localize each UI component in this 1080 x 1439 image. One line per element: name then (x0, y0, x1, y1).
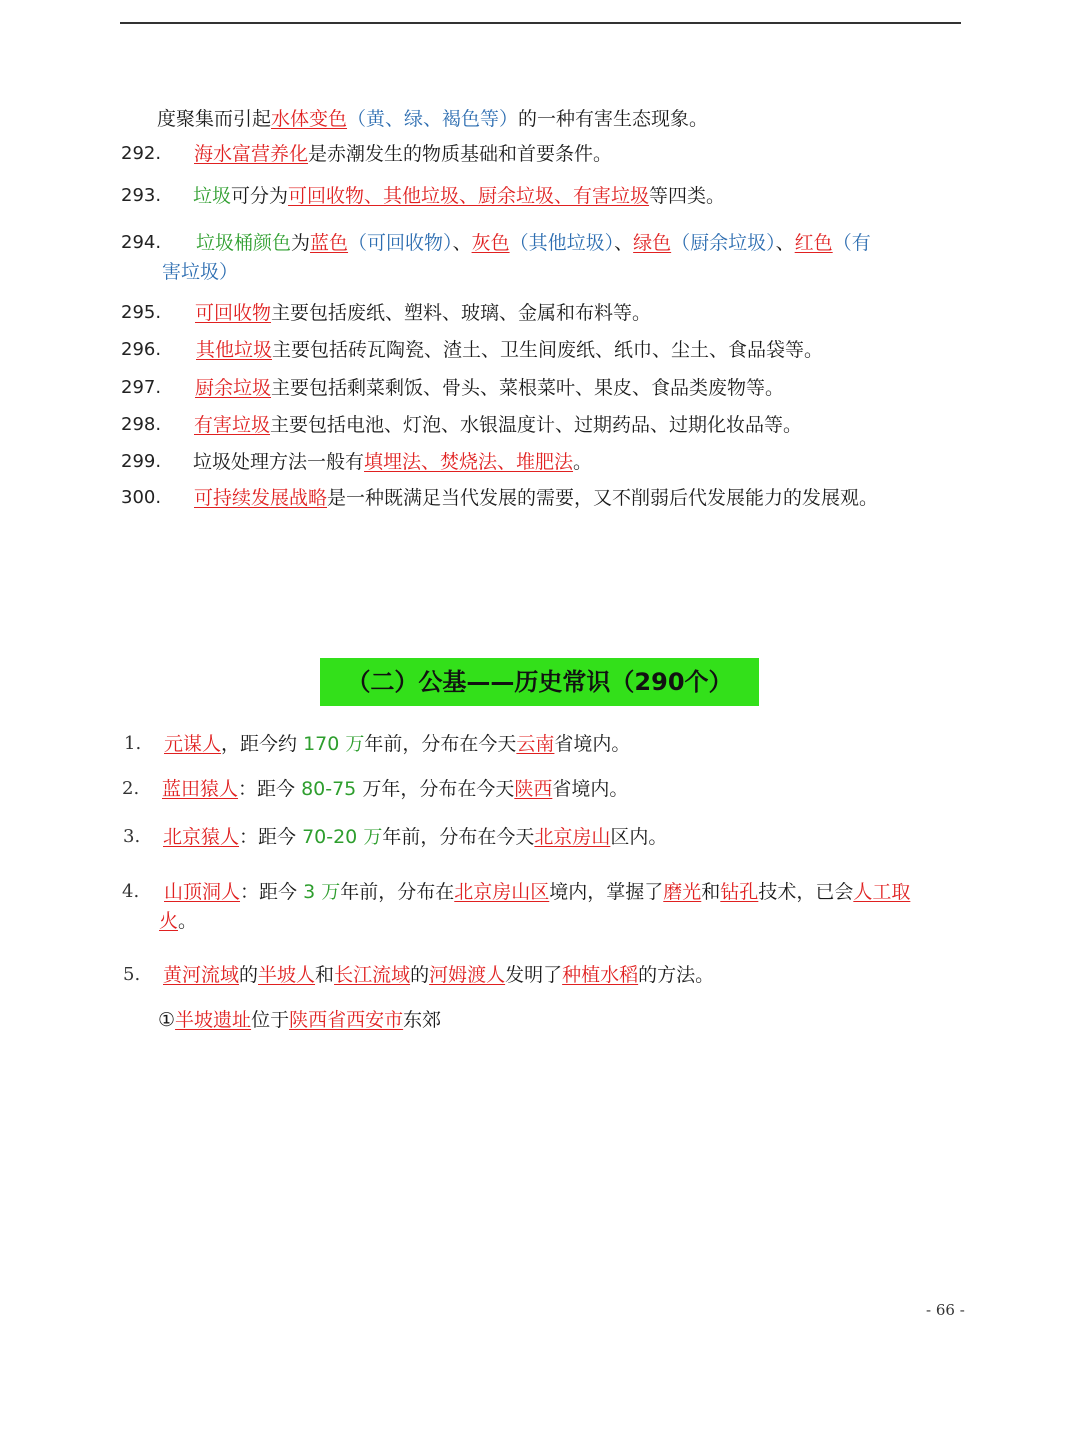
item-number: 1. (124, 733, 142, 754)
item-number: 294. (121, 232, 162, 253)
list-item: 蓝田猿人：距今 80-75 万年，分布在今天陕西省境内。 (162, 778, 629, 800)
list-item: 垃圾可分为可回收物、其他垃圾、厨余垃圾、有害垃圾等四类。 (193, 185, 726, 207)
sub-item: ①半坡遗址位于陕西省西安市东郊 (158, 1009, 442, 1031)
item-number: 5. (123, 964, 141, 985)
paragraph-continuation: 度聚集而引起水体变色（黄、绿、褐色等）的一种有害生态现象。 (157, 108, 709, 130)
item-number: 4. (122, 881, 140, 902)
list-item: 垃圾处理方法一般有填埋法、焚烧法、堆肥法。 (193, 451, 593, 473)
list-item: 山顶洞人：距今 3 万年前，分布在北京房山区境内，掌握了磨光和钻孔技术，已会人工取 (164, 881, 911, 903)
list-item: 其他垃圾主要包括砖瓦陶瓷、渣土、卫生间废纸、纸巾、尘土、食品袋等。 (196, 339, 824, 361)
section-title: （二）公基——历史常识（290个） (320, 658, 759, 706)
item-number: 299. (121, 451, 162, 472)
list-item: 黄河流域的半坡人和长江流域的河姆渡人发明了种植水稻的方法。 (163, 964, 715, 986)
list-item: 元谋人，距今约 170 万年前，分布在今天云南省境内。 (164, 733, 631, 755)
item-number: 297. (121, 377, 162, 398)
list-item: 可回收物主要包括废纸、塑料、玻璃、金属和布料等。 (195, 302, 652, 324)
item-number: 300. (121, 487, 162, 508)
item-number: 296. (121, 339, 162, 360)
item-number: 2. (122, 778, 140, 799)
list-item: 海水富营养化是赤潮发生的物质基础和首要条件。 (194, 143, 613, 165)
item-number: 298. (121, 414, 162, 435)
item-number: 3. (123, 826, 141, 847)
list-item: 垃圾桶颜色为蓝色（可回收物）、灰色（其他垃圾）、绿色（厨余垃圾）、红色（有 (196, 232, 871, 254)
list-item-continuation: 害垃圾） (162, 261, 239, 283)
item-number: 295. (121, 302, 162, 323)
item-number: 292. (121, 143, 162, 164)
item-number: 293. (121, 185, 162, 206)
list-item: 可持续发展战略是一种既满足当代发展的需要，又不削弱后代发展能力的发展观。 (194, 487, 879, 509)
list-item: 厨余垃圾主要包括剩菜剩饭、骨头、菜根菜叶、果皮、食品类废物等。 (195, 377, 785, 399)
list-item-continuation: 火。 (159, 910, 198, 932)
header-rule (120, 22, 961, 24)
list-item: 北京猿人：距今 70-20 万年前，分布在今天北京房山区内。 (163, 826, 668, 848)
list-item: 有害垃圾主要包括电池、灯泡、水银温度计、过期药品、过期化妆品等。 (194, 414, 803, 436)
page-number: - 66 - (926, 1301, 965, 1319)
